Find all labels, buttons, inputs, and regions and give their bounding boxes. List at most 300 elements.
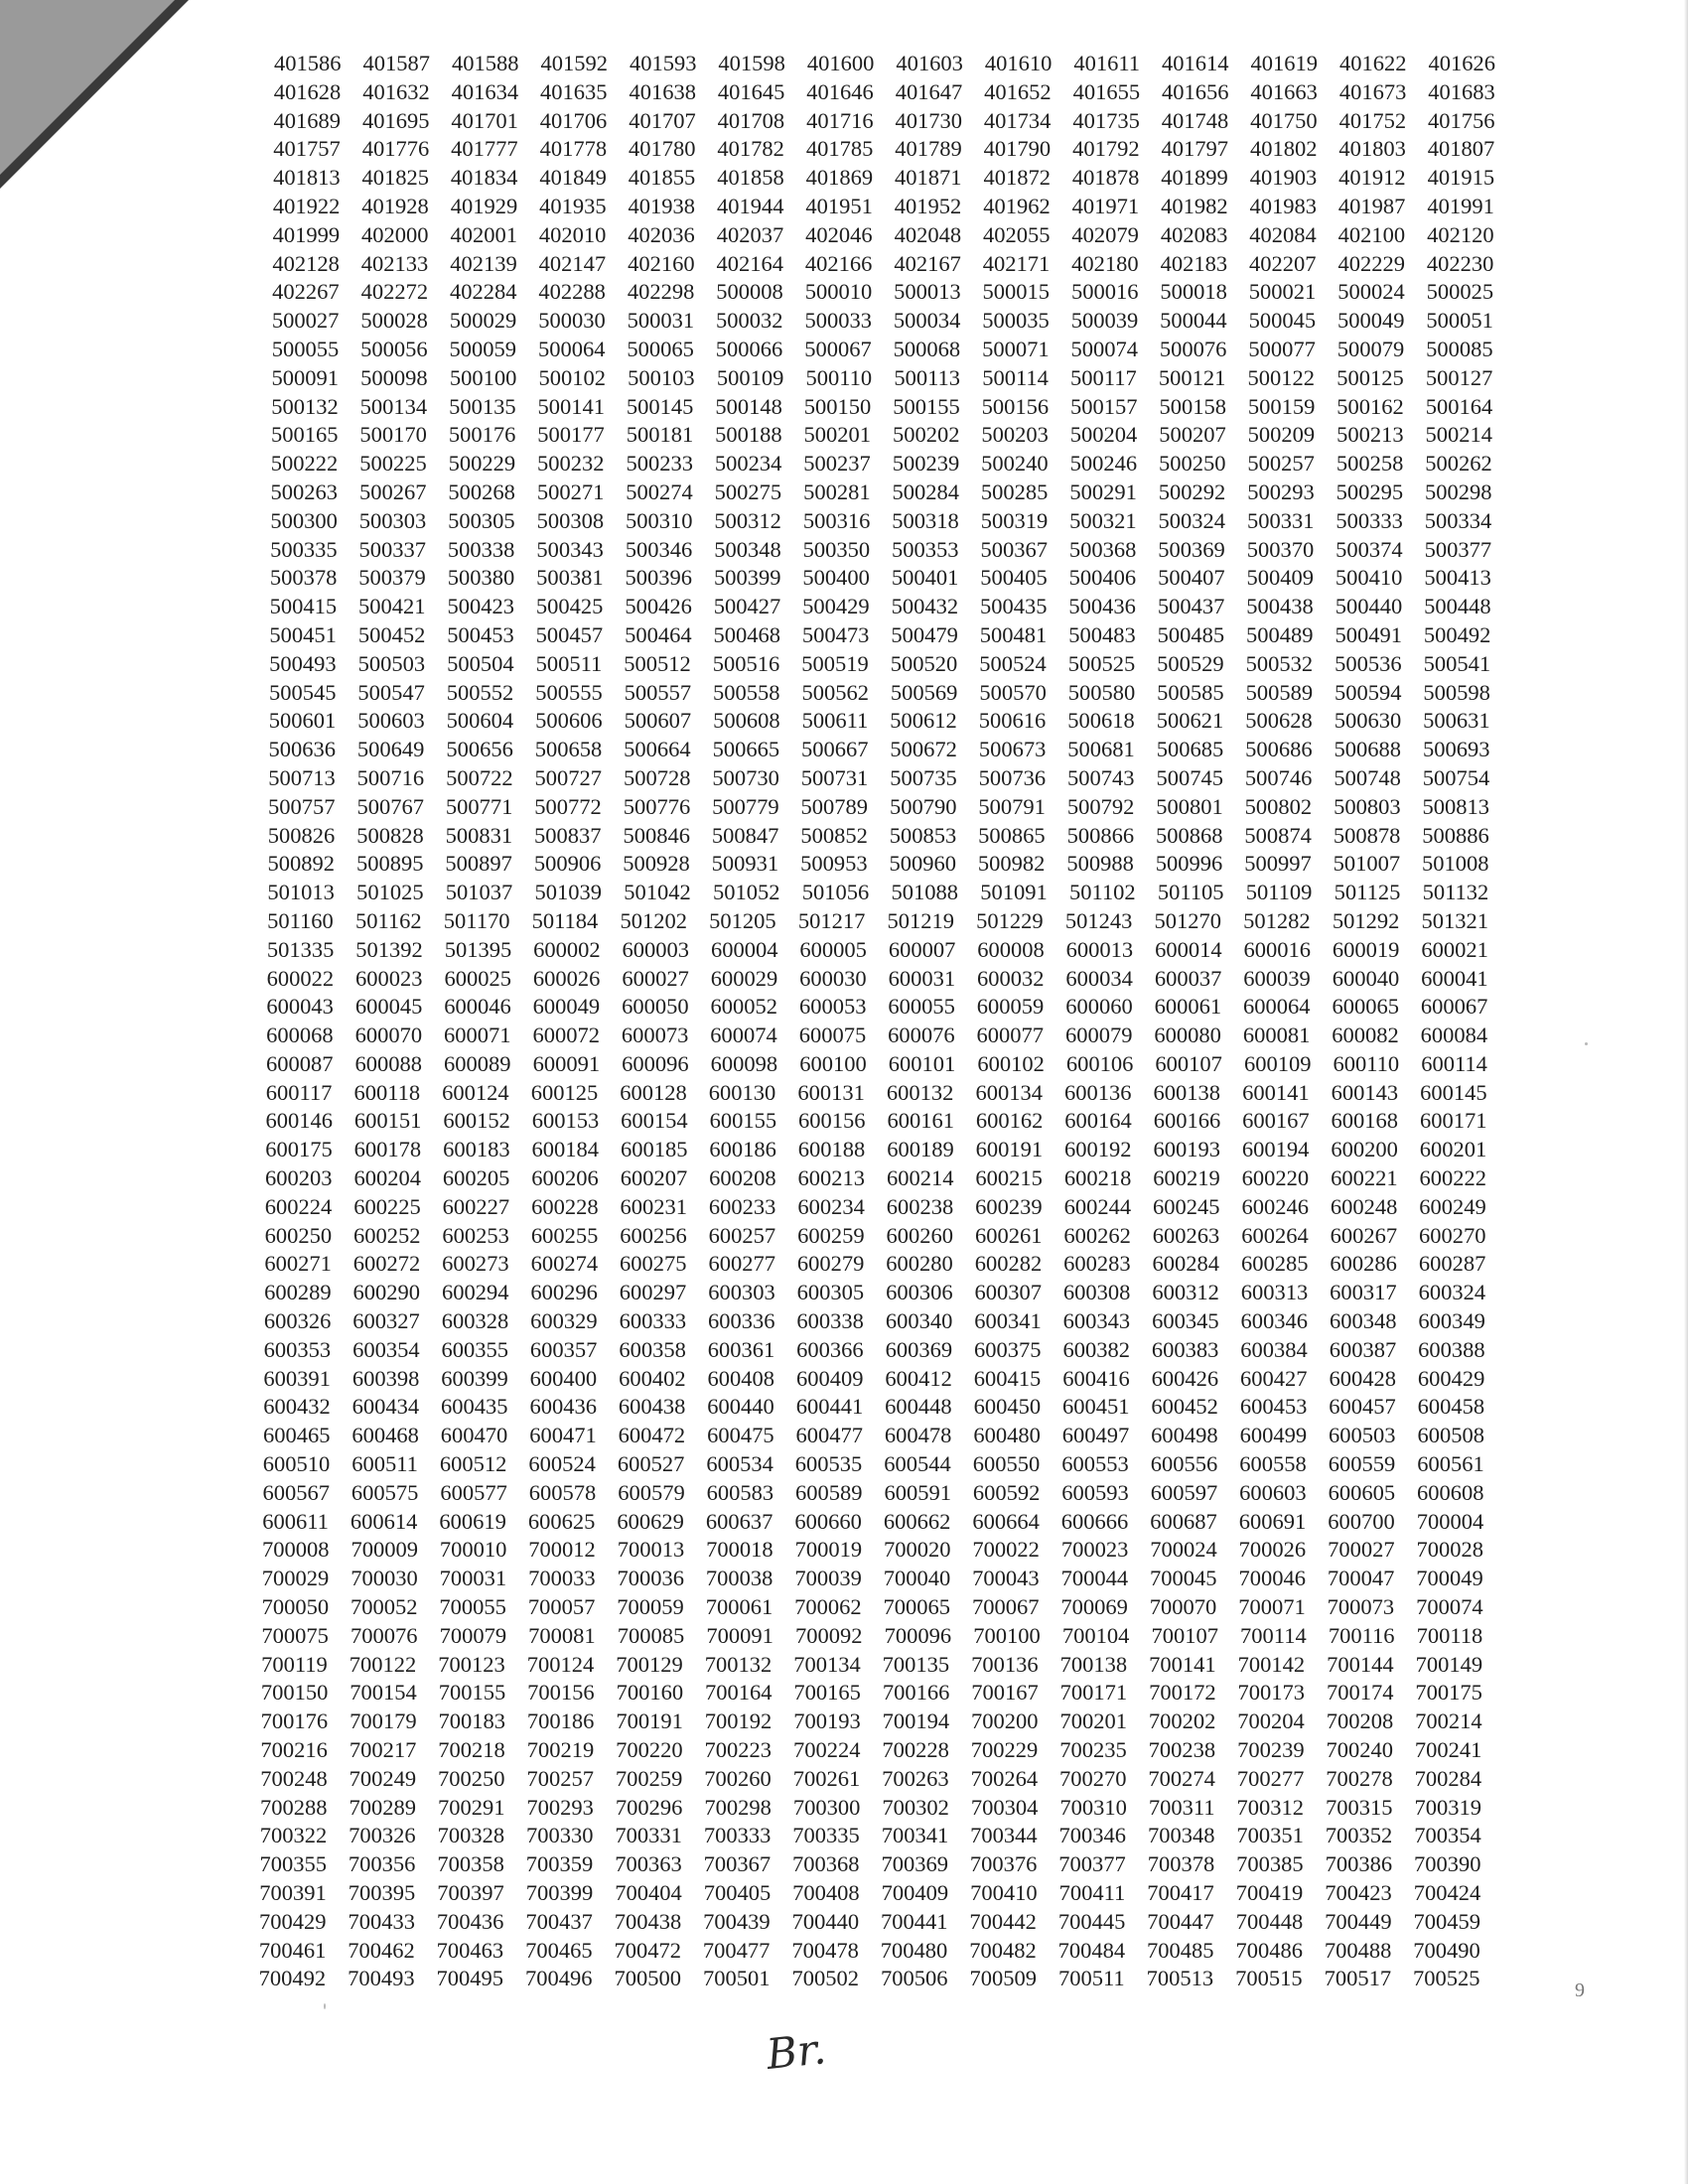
- roll-number: 700052: [351, 1594, 418, 1620]
- roll-number: 500076: [1159, 336, 1227, 361]
- roll-number: 500150: [803, 393, 872, 419]
- roll-number: 401903: [1249, 165, 1318, 191]
- roll-number: 600096: [622, 1050, 689, 1076]
- roll-number: 500370: [1246, 536, 1315, 562]
- roll-number: 500399: [713, 565, 781, 591]
- number-row: [263, 1422, 1484, 1450]
- roll-number: 700461: [258, 1937, 327, 1963]
- roll-number: 500102: [538, 364, 606, 390]
- roll-number: 600222: [1419, 1165, 1487, 1191]
- roll-number: 600317: [1330, 1280, 1397, 1305]
- roll-number: 401716: [806, 107, 874, 133]
- roll-number: 500157: [1070, 393, 1138, 419]
- roll-number: 500489: [1246, 621, 1314, 647]
- roll-number: 700235: [1059, 1737, 1127, 1763]
- number-row: [271, 450, 1492, 478]
- roll-number: 700239: [1237, 1737, 1305, 1763]
- roll-number: 501025: [356, 880, 424, 905]
- roll-number: 700472: [614, 1937, 682, 1963]
- roll-number: 401935: [539, 193, 607, 218]
- roll-number: 700071: [1238, 1594, 1306, 1620]
- roll-number: 700045: [1150, 1566, 1217, 1591]
- roll-number: 700304: [970, 1794, 1039, 1820]
- roll-number: 500300: [270, 507, 338, 533]
- roll-number: 600391: [263, 1365, 331, 1391]
- roll-number: 700165: [793, 1680, 861, 1706]
- roll-number: 600091: [532, 1050, 601, 1076]
- roll-number: 700219: [526, 1737, 595, 1763]
- number-row: [264, 1336, 1485, 1365]
- roll-number: 500468: [713, 621, 781, 647]
- roll-number: 500757: [268, 793, 336, 819]
- roll-number: 600227: [442, 1193, 510, 1219]
- roll-number: 600605: [1328, 1479, 1396, 1505]
- roll-number: 700214: [1415, 1708, 1482, 1734]
- roll-number: 500338: [447, 536, 515, 562]
- roll-number: 600402: [619, 1365, 686, 1391]
- roll-number: 700257: [526, 1765, 594, 1791]
- number-row: [269, 707, 1490, 736]
- roll-number: 500745: [1156, 764, 1223, 790]
- roll-number: 401789: [895, 136, 962, 162]
- roll-number: 700009: [351, 1537, 418, 1563]
- roll-number: 600088: [354, 1050, 422, 1076]
- roll-number: 600106: [1065, 1050, 1134, 1076]
- roll-number: 500125: [1336, 364, 1404, 390]
- roll-number: 500608: [713, 708, 780, 734]
- roll-number: 500232: [537, 451, 605, 477]
- roll-number: 401663: [1250, 78, 1318, 104]
- roll-number: 700440: [791, 1908, 860, 1934]
- roll-number: 501088: [891, 880, 958, 905]
- roll-number: 500239: [892, 451, 960, 477]
- roll-number: 700397: [437, 1880, 504, 1905]
- roll-number: 500291: [1069, 478, 1137, 504]
- number-row: [263, 1479, 1484, 1508]
- roll-number: 700201: [1059, 1708, 1127, 1734]
- roll-number: 500353: [892, 536, 959, 562]
- roll-number: 500207: [1159, 422, 1226, 448]
- roll-number: 600055: [888, 994, 955, 1020]
- roll-number: 600053: [798, 994, 867, 1020]
- roll-number: 500155: [893, 393, 960, 419]
- roll-number: 501091: [980, 880, 1048, 905]
- roll-number: 700044: [1060, 1566, 1129, 1591]
- roll-number: 700010: [439, 1537, 507, 1563]
- number-row: [260, 1765, 1481, 1794]
- roll-number: 700050: [261, 1594, 330, 1620]
- number-row: [261, 1651, 1482, 1680]
- roll-number: 600021: [1421, 936, 1488, 962]
- roll-number: 700500: [614, 1966, 682, 1991]
- roll-number: 500258: [1336, 451, 1404, 477]
- number-row: [271, 364, 1492, 393]
- roll-number: 700036: [617, 1566, 684, 1591]
- roll-number: 500846: [623, 822, 690, 848]
- roll-number: 600340: [885, 1308, 953, 1334]
- roll-number: 500377: [1424, 536, 1492, 562]
- roll-number: 500029: [449, 308, 517, 334]
- roll-number: 501162: [354, 907, 422, 933]
- roll-number: 500162: [1336, 393, 1404, 419]
- roll-number: 402000: [361, 221, 429, 247]
- roll-number: 501102: [1068, 880, 1136, 905]
- roll-number: 600004: [710, 936, 778, 962]
- roll-number: 500736: [978, 764, 1047, 790]
- roll-number: 600059: [976, 994, 1045, 1020]
- roll-number: 600353: [263, 1336, 332, 1362]
- roll-number: 500188: [715, 422, 782, 448]
- roll-number: 500343: [536, 536, 604, 562]
- roll-number: 402100: [1337, 221, 1406, 247]
- folded-corner-shade: [0, 0, 175, 175]
- roll-number: 500604: [446, 708, 514, 734]
- roll-number: 500295: [1336, 478, 1404, 504]
- roll-number: 700104: [1061, 1622, 1130, 1648]
- roll-number: 600357: [529, 1336, 598, 1362]
- roll-number: 700315: [1325, 1794, 1393, 1820]
- roll-number: 600082: [1332, 1023, 1399, 1048]
- roll-number: 700075: [261, 1622, 329, 1648]
- roll-number: 600064: [1243, 994, 1311, 1020]
- roll-number: 401780: [628, 136, 696, 162]
- roll-number: 500545: [268, 679, 337, 705]
- roll-number: 500203: [981, 422, 1049, 448]
- roll-number: 600138: [1153, 1079, 1221, 1105]
- roll-number: 600255: [530, 1222, 599, 1248]
- roll-number: 402284: [450, 279, 517, 305]
- roll-number: 600575: [351, 1479, 419, 1505]
- roll-number: 500049: [1336, 308, 1405, 334]
- roll-number: 700506: [880, 1966, 948, 1991]
- roll-number: 402288: [538, 279, 606, 305]
- roll-number: 500051: [1426, 308, 1493, 334]
- roll-number: 500281: [803, 478, 871, 504]
- roll-number: 500735: [890, 764, 957, 790]
- number-row: [273, 164, 1494, 193]
- number-row: [267, 936, 1488, 965]
- roll-number: 700419: [1235, 1880, 1304, 1905]
- roll-number: 500754: [1422, 764, 1490, 790]
- roll-number: 500204: [1069, 422, 1138, 448]
- roll-number: 600132: [886, 1079, 954, 1105]
- roll-number: 600355: [441, 1336, 508, 1362]
- roll-number: 700517: [1324, 1966, 1392, 1991]
- number-row: [263, 1450, 1484, 1479]
- roll-number: 401899: [1161, 165, 1228, 191]
- roll-number: 700132: [704, 1651, 773, 1677]
- roll-number: 501109: [1245, 880, 1313, 905]
- roll-number: 500988: [1066, 851, 1134, 877]
- roll-number: 500401: [891, 565, 959, 591]
- roll-number: 500771: [445, 793, 513, 819]
- roll-number: 700248: [260, 1765, 328, 1791]
- roll-number: 500055: [271, 336, 340, 361]
- number-row: [270, 536, 1491, 565]
- roll-number: 600592: [972, 1479, 1041, 1505]
- roll-number: 500409: [1246, 565, 1315, 591]
- roll-number: 500202: [892, 422, 960, 448]
- roll-number: 600662: [883, 1508, 951, 1534]
- roll-number: 500772: [534, 793, 602, 819]
- roll-number: 402229: [1337, 250, 1405, 276]
- roll-number: 600556: [1150, 1451, 1218, 1477]
- roll-number: 700438: [614, 1908, 682, 1934]
- roll-number: 600366: [796, 1336, 864, 1362]
- roll-number: 500240: [981, 451, 1049, 477]
- roll-number: 501039: [534, 880, 603, 905]
- roll-number: 700124: [526, 1651, 595, 1677]
- roll-number: 500406: [1068, 565, 1137, 591]
- roll-number: 500335: [270, 536, 338, 562]
- roll-number: 402171: [982, 250, 1051, 276]
- roll-number: 500529: [1157, 650, 1224, 676]
- roll-number: 700039: [794, 1566, 862, 1591]
- roll-number: 500621: [1156, 708, 1224, 734]
- roll-number: 500516: [712, 650, 780, 676]
- roll-number: 600591: [884, 1479, 951, 1505]
- roll-number: 500555: [535, 679, 603, 705]
- roll-number: 402272: [360, 279, 429, 305]
- roll-number: 401708: [717, 107, 785, 133]
- roll-number: 500649: [356, 737, 425, 762]
- roll-number: 500685: [1156, 737, 1224, 762]
- roll-number: 700191: [616, 1708, 683, 1734]
- roll-number: 700331: [615, 1823, 682, 1848]
- roll-number: 700293: [526, 1794, 594, 1820]
- roll-number: 700059: [617, 1594, 684, 1620]
- roll-number: 600156: [798, 1108, 866, 1134]
- roll-number: 500103: [628, 364, 695, 390]
- roll-number: 401652: [984, 78, 1052, 104]
- roll-number: 600194: [1241, 1137, 1310, 1162]
- roll-number: 700008: [262, 1537, 330, 1563]
- roll-number: 700175: [1415, 1680, 1482, 1706]
- roll-number: 700328: [437, 1823, 505, 1848]
- number-row: [272, 336, 1493, 364]
- roll-number: 402036: [628, 221, 695, 247]
- roll-number: 700274: [1148, 1765, 1215, 1791]
- roll-number: 500485: [1157, 621, 1225, 647]
- roll-number: 600110: [1333, 1050, 1400, 1076]
- roll-number: 500044: [1160, 308, 1227, 334]
- roll-number: 600164: [1064, 1108, 1132, 1134]
- roll-number: 501219: [887, 907, 954, 933]
- roll-number: 500423: [447, 594, 514, 619]
- roll-number: 700395: [348, 1880, 416, 1905]
- roll-number: 500181: [626, 422, 694, 448]
- roll-number: 600002: [533, 936, 601, 962]
- roll-number: 500374: [1336, 536, 1403, 562]
- roll-number: 600470: [440, 1423, 508, 1448]
- roll-number: 500667: [801, 737, 869, 762]
- roll-number: 700107: [1151, 1622, 1218, 1648]
- roll-number: 500713: [268, 764, 336, 790]
- roll-number: 500378: [269, 565, 338, 591]
- roll-number: 500421: [358, 594, 426, 619]
- number-row: [264, 1250, 1485, 1279]
- roll-number: 500532: [1245, 650, 1314, 676]
- roll-number: 500400: [802, 565, 870, 591]
- roll-number: 700038: [705, 1566, 774, 1591]
- roll-number: 500034: [893, 308, 961, 334]
- roll-number: 402055: [982, 221, 1051, 247]
- roll-number: 600032: [977, 965, 1045, 991]
- roll-number: 500413: [1424, 565, 1491, 591]
- roll-number: 600166: [1153, 1108, 1221, 1134]
- roll-number: 600102: [977, 1050, 1045, 1076]
- roll-number: 500728: [623, 764, 691, 790]
- roll-number: 700224: [792, 1737, 861, 1763]
- roll-number: 600297: [619, 1280, 687, 1305]
- roll-number: 600026: [532, 965, 601, 991]
- roll-number: 600435: [441, 1394, 508, 1420]
- roll-number: 700062: [794, 1594, 862, 1620]
- roll-number: 700490: [1413, 1937, 1480, 1963]
- roll-number: 600272: [352, 1251, 421, 1277]
- roll-number: 401626: [1428, 51, 1495, 75]
- roll-number: 500229: [448, 451, 516, 477]
- roll-number: 700310: [1059, 1794, 1127, 1820]
- roll-number: 402164: [716, 250, 783, 276]
- roll-number: 600171: [1419, 1108, 1487, 1134]
- roll-number: 700118: [1416, 1622, 1483, 1648]
- number-row: [265, 1222, 1486, 1251]
- roll-number: 700160: [616, 1680, 684, 1706]
- number-row: [260, 1822, 1481, 1850]
- number-row: [266, 1050, 1487, 1079]
- roll-number: 600270: [1419, 1222, 1486, 1248]
- roll-number: 600440: [707, 1394, 774, 1420]
- roll-number: 700448: [1235, 1908, 1304, 1934]
- roll-number: 700355: [259, 1851, 328, 1877]
- roll-number: 600143: [1331, 1079, 1399, 1105]
- roll-number: 401944: [716, 193, 784, 218]
- roll-number: 600593: [1061, 1479, 1129, 1505]
- roll-number: 600426: [1151, 1365, 1219, 1391]
- scan-speck: [1585, 1042, 1588, 1045]
- number-row: [268, 850, 1489, 879]
- number-row: [271, 393, 1492, 422]
- roll-number: 700123: [438, 1651, 505, 1677]
- roll-number: 500557: [624, 679, 692, 705]
- roll-number: 600345: [1152, 1308, 1219, 1334]
- roll-number: 500801: [1156, 793, 1223, 819]
- roll-number: 402046: [805, 221, 873, 247]
- roll-number: 401962: [983, 193, 1051, 218]
- roll-number: 500135: [449, 393, 516, 419]
- roll-number: 500665: [712, 737, 780, 762]
- roll-number: 500852: [800, 822, 868, 848]
- number-row: [273, 135, 1494, 164]
- roll-number: 600067: [1420, 994, 1488, 1020]
- roll-number: 500693: [1422, 737, 1490, 762]
- roll-number: 401802: [1249, 136, 1318, 162]
- roll-number: 600480: [973, 1423, 1041, 1448]
- roll-number: 600510: [262, 1451, 331, 1477]
- roll-number: 700447: [1147, 1908, 1214, 1934]
- roll-number: 700119: [261, 1651, 328, 1677]
- roll-number: 600388: [1418, 1336, 1485, 1362]
- roll-number: 600146: [265, 1108, 333, 1134]
- roll-number: 500776: [623, 793, 691, 819]
- number-row: [274, 50, 1495, 78]
- roll-number: 500233: [626, 451, 693, 477]
- roll-number: 600080: [1154, 1023, 1221, 1048]
- roll-number: 402037: [716, 221, 784, 247]
- roll-number: 402147: [538, 250, 607, 276]
- roll-number: 500321: [1069, 507, 1137, 533]
- roll-number: 700057: [527, 1594, 596, 1620]
- roll-number: 600277: [708, 1251, 775, 1277]
- roll-number: 600691: [1238, 1508, 1307, 1534]
- roll-number: 600045: [354, 994, 423, 1020]
- roll-number: 401695: [361, 107, 430, 133]
- roll-number: 600408: [707, 1365, 775, 1391]
- roll-number: 700495: [436, 1966, 504, 1991]
- roll-number: 500257: [1247, 451, 1315, 477]
- roll-number: 500396: [625, 565, 693, 591]
- roll-number: 500503: [357, 650, 426, 676]
- roll-number: 700278: [1326, 1765, 1393, 1791]
- roll-number: 401971: [1071, 193, 1140, 218]
- number-row: [263, 1365, 1484, 1394]
- number-row: [270, 593, 1491, 621]
- roll-number: 500028: [360, 308, 428, 334]
- roll-number: 700179: [350, 1708, 417, 1734]
- roll-number: 700289: [349, 1794, 416, 1820]
- roll-number: 500479: [891, 621, 958, 647]
- roll-number: 500110: [805, 364, 873, 390]
- roll-number: 700164: [704, 1680, 773, 1706]
- roll-number: 700141: [1149, 1651, 1216, 1677]
- roll-number: 401803: [1338, 136, 1406, 162]
- roll-number: 600207: [620, 1165, 688, 1191]
- roll-number: 600256: [620, 1222, 687, 1248]
- roll-number: 501105: [1157, 880, 1224, 905]
- roll-number: 600192: [1064, 1137, 1132, 1162]
- roll-number: 700288: [259, 1794, 328, 1820]
- roll-number: 600273: [442, 1251, 509, 1277]
- roll-number: 600398: [352, 1365, 420, 1391]
- roll-number: 500271: [536, 478, 605, 504]
- roll-number: 700202: [1148, 1708, 1216, 1734]
- roll-number: 600014: [1155, 936, 1222, 962]
- roll-number: 700405: [703, 1880, 772, 1905]
- roll-number: 600025: [444, 965, 511, 991]
- roll-number: 600208: [709, 1165, 776, 1191]
- roll-number: 600285: [1240, 1251, 1309, 1277]
- roll-number: 600336: [707, 1308, 775, 1334]
- roll-number: 700174: [1326, 1680, 1394, 1706]
- roll-number: 500222: [270, 451, 339, 477]
- roll-number: 401915: [1427, 165, 1495, 191]
- roll-number: 700502: [791, 1966, 859, 1991]
- roll-number: 401600: [806, 51, 875, 75]
- roll-number: 600233: [708, 1193, 776, 1219]
- roll-number: 600244: [1063, 1193, 1132, 1219]
- roll-number: 402267: [272, 279, 340, 305]
- number-row: [264, 1279, 1485, 1307]
- roll-number: 700081: [528, 1622, 596, 1648]
- roll-number: 600250: [264, 1222, 333, 1248]
- roll-number: 500607: [624, 708, 692, 734]
- roll-number: 501052: [713, 880, 780, 905]
- roll-number: 600245: [1153, 1193, 1220, 1219]
- roll-number: 500091: [271, 364, 339, 390]
- roll-number: 500636: [268, 737, 336, 762]
- roll-number: 402048: [894, 221, 962, 247]
